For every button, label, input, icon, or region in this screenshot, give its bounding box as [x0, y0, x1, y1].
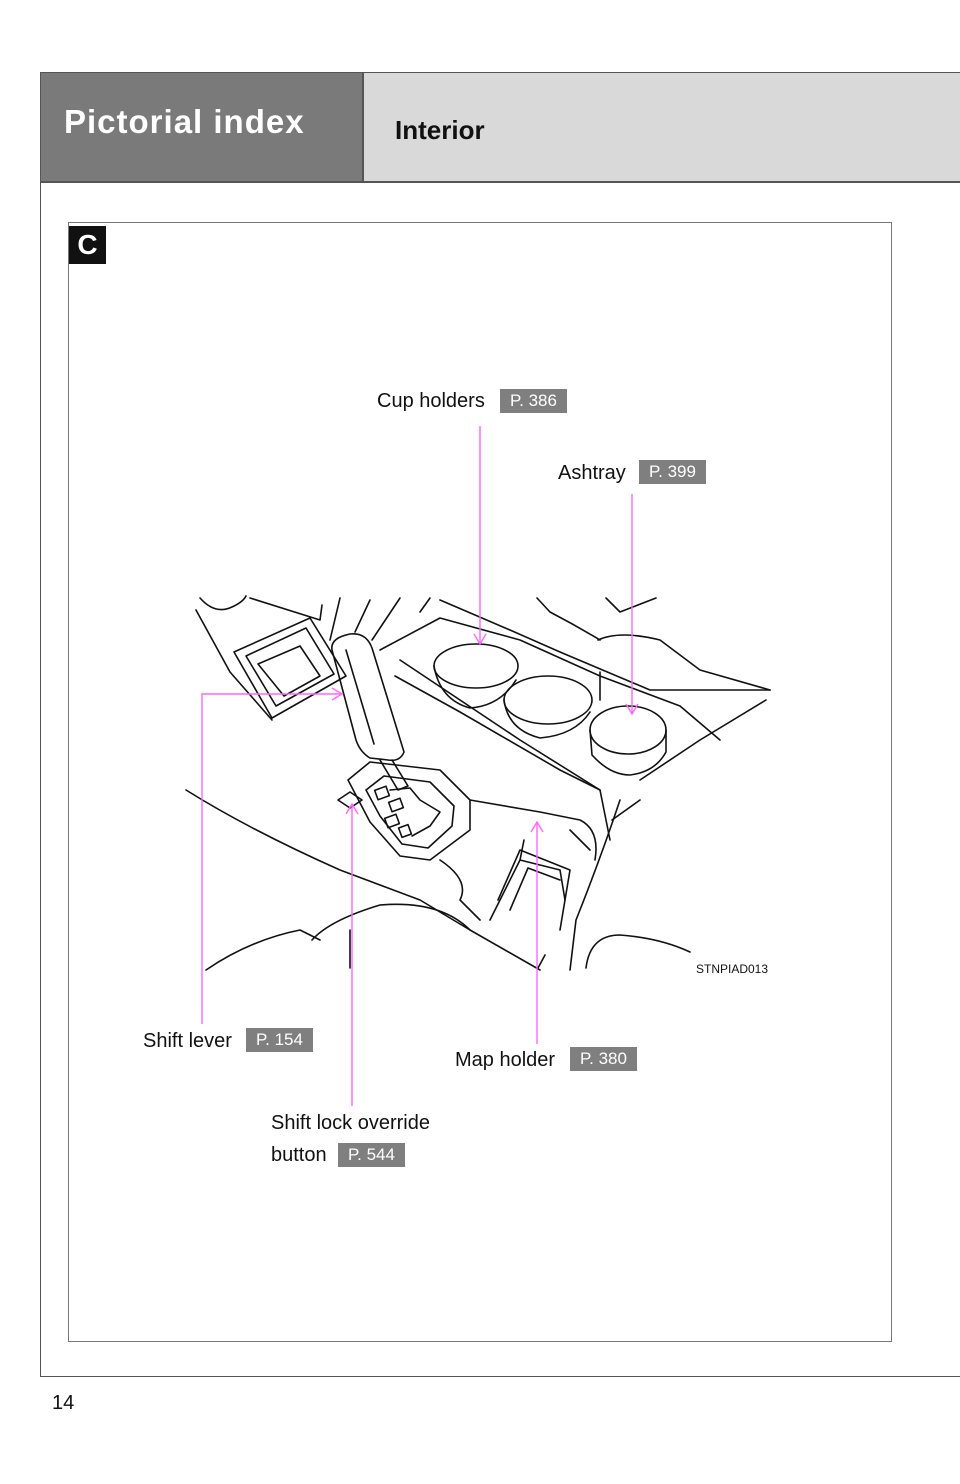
figure-code: STNPIAD013 — [696, 962, 769, 976]
cup-holders-label: Cup holders — [377, 390, 485, 412]
cup-holders-page-ref[interactable]: P. 386 — [500, 389, 567, 413]
shift-lock-page-ref[interactable]: P. 544 — [338, 1143, 405, 1167]
shift-lever-label: Shift lever — [143, 1030, 232, 1052]
section-title: Pictorial index — [64, 103, 305, 140]
shift-lock-label-line2: button — [271, 1144, 327, 1166]
ashtray-page-ref[interactable]: P. 399 — [639, 460, 706, 484]
map-holder-label: Map holder — [455, 1049, 556, 1071]
shift-lock-label-line1: Shift lock override — [271, 1112, 430, 1134]
ashtray-label: Ashtray — [558, 462, 626, 484]
subsection-title: Interior — [395, 115, 485, 145]
leader-lines — [202, 426, 638, 1106]
section-badge: C — [69, 226, 106, 264]
shift-lever-page-ref[interactable]: P. 154 — [246, 1028, 313, 1052]
map-holder-page-ref[interactable]: P. 380 — [570, 1047, 637, 1071]
page-number: 14 — [52, 1392, 75, 1414]
